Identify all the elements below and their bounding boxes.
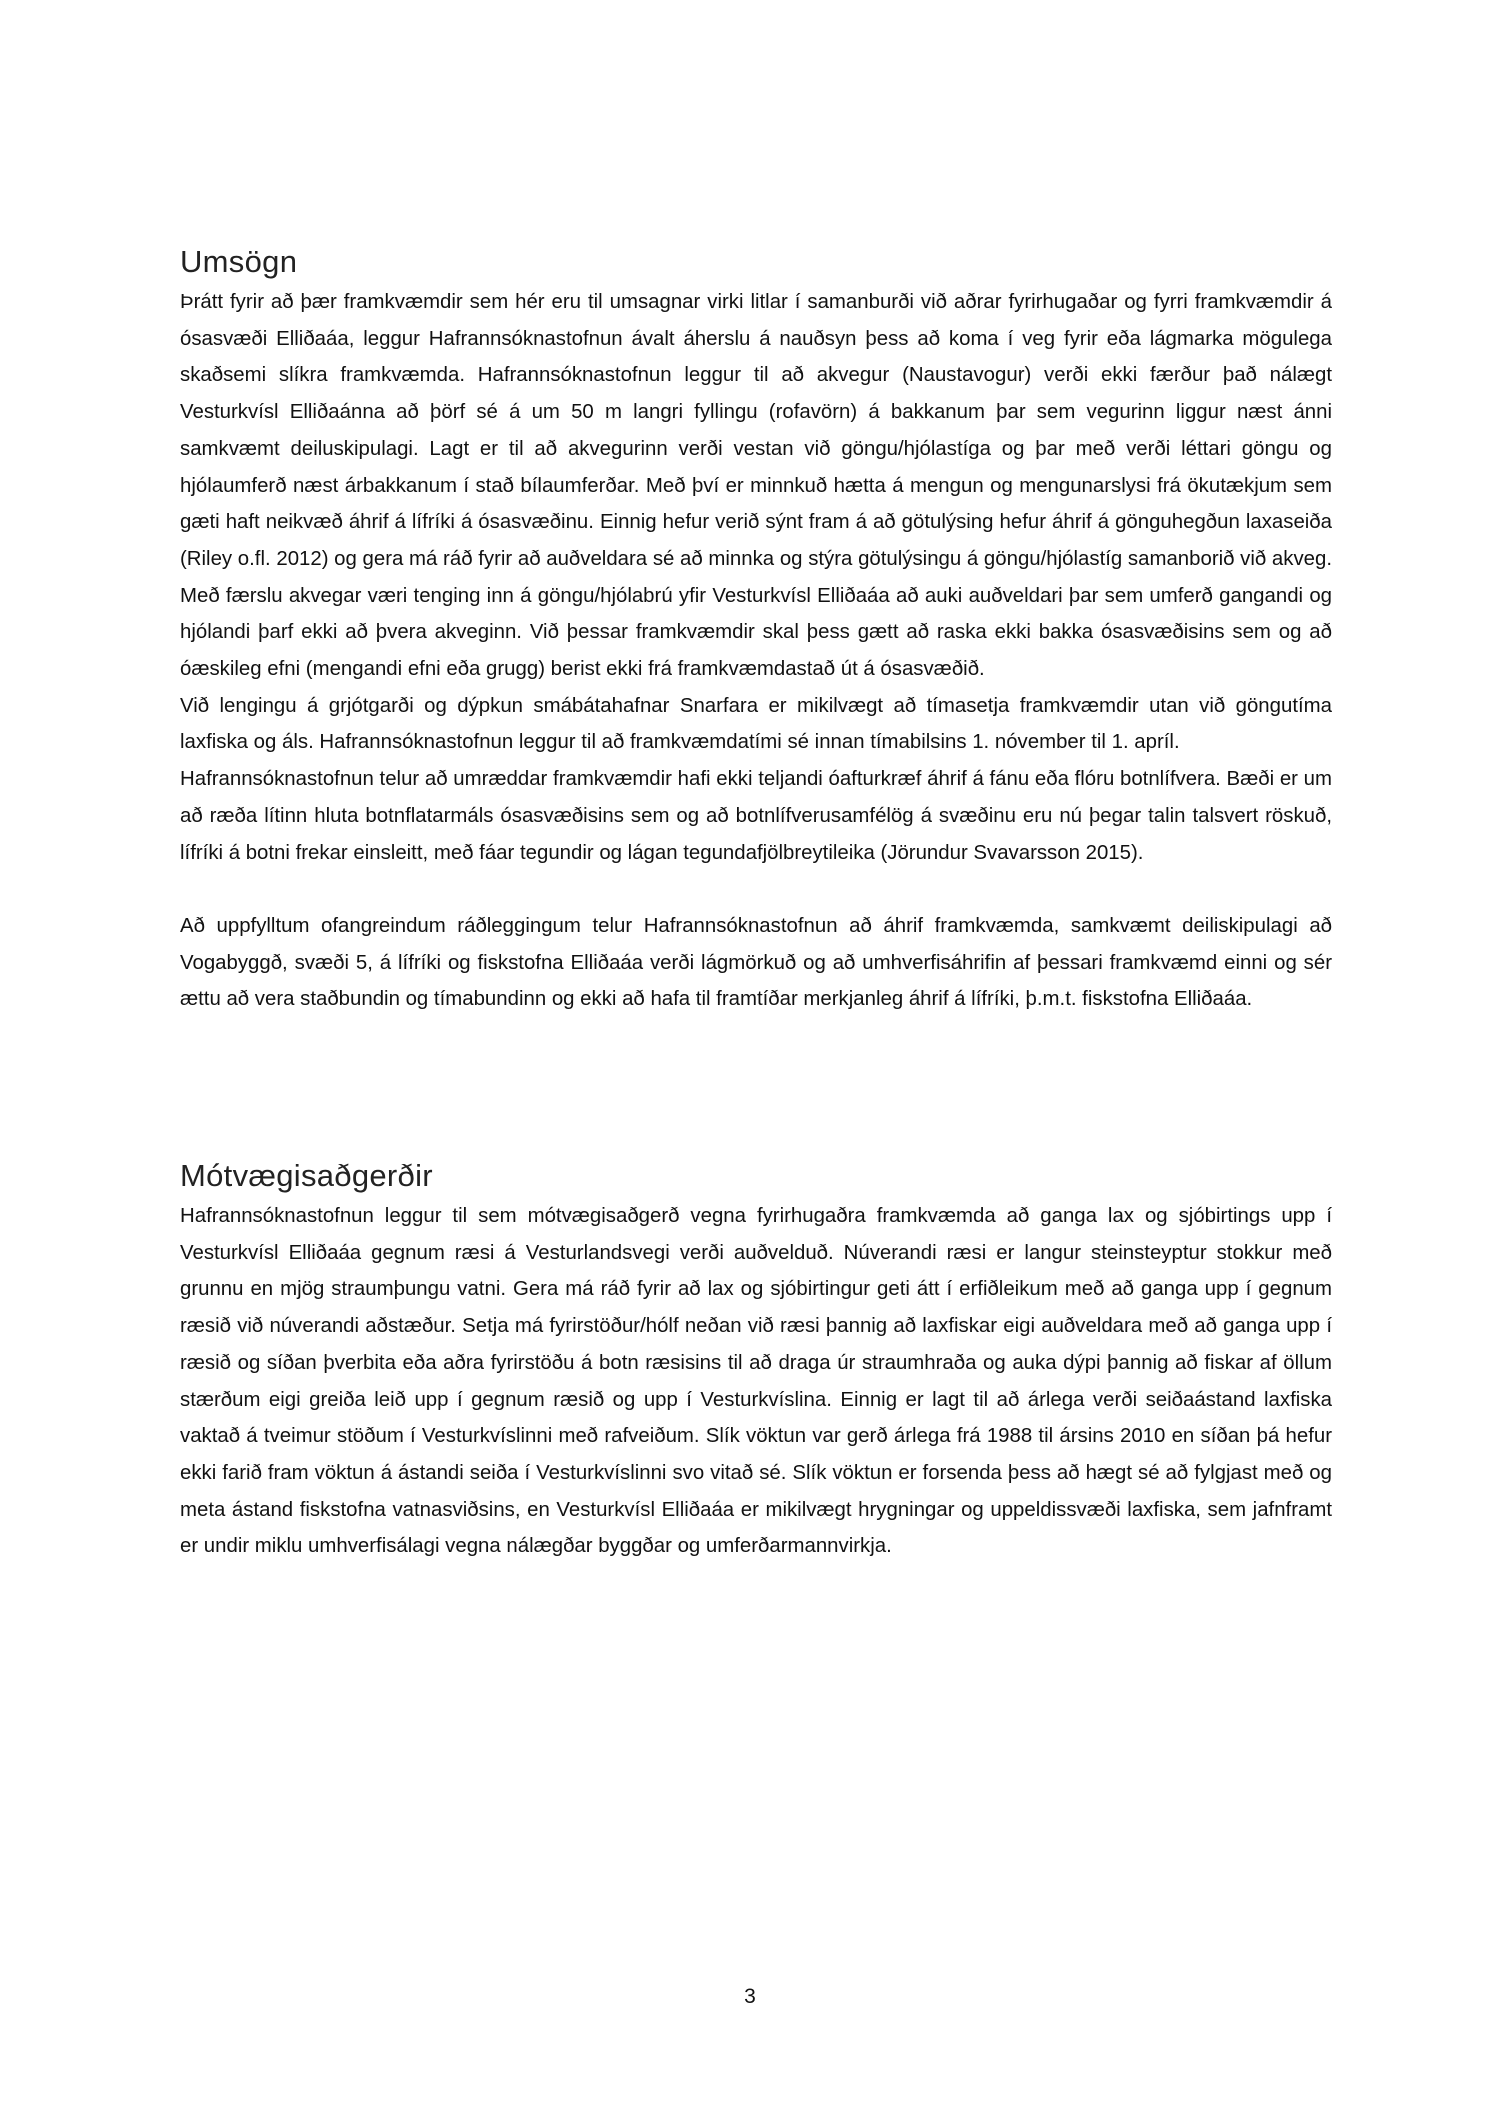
document-body <box>180 244 1332 1565</box>
section-motvaegisadgerdir <box>180 1158 1332 1565</box>
section-heading: Mótvægisaðgerðir <box>180 1158 433 1194</box>
paragraph: Að uppfylltum ofangreindum ráðleggingum telur Hafrannsóknastofnun að áhrif framkvæmda, samkvæmt deiliskipulagi að Vogabyggð, svæði 5, á lífríki og fiskstofna Elliðaáa verði lágmörkuð og að umhverfisáhrifin af þessari framkvæmd einni og sér ættu að vera staðbundin og tímabundinn og ekki að hafa til framtíðar merkjanleg áhrif á lífríki, þ.m.t. fiskstofna Elliðaáa. <box>180 914 1332 1011</box>
paragraph: Hafrannsóknastofnun telur að umræddar framkvæmdir hafi ekki teljandi óafturkræf áhrif á fánu eða flóru botnlífvera. Bæði er um að ræða lítinn hluta botnflatarmáls ósasvæðisins sem og að botnlífverusamfélög á svæðinu eru nú þegar talin talsvert röskuð, lífríki á botni frekar einsleitt, með fáar tegundir og lágan tegundafjölbreytileika (Jörundur Svavarsson 2015). <box>180 768 1332 864</box>
section-heading: Umsögn <box>180 244 298 279</box>
paragraph: Þrátt fyrir að þær framkvæmdir sem hér eru til umsagnar virki litlar í samanburði við aðrar fyrirhugaðar og fyrri framkvæmdir á ósasvæði Elliðaáa, leggur Hafrannsóknastofnun ávalt áherslu á nauðsyn þess að koma í veg fyrir eða lágmarka mögulega skaðsemi slíkra framkvæmda. Hafrannsóknastofnun leggur til að akvegur (Naustavogur) verði ekki færður það nálægt Vesturkvísl Elliðaánna að þörf sé á um 50 m langri fyllingu (rofavörn) á bakkanum þar sem vegurinn liggur næst ánni samkvæmt deiluskipulagi. Lagt er til að akvegurinn verði vestan við göngu/hjólastíga og þar með verði léttari göngu og hjólaumferð næst árbakkanum í stað bílaumferðar. Með því er minnkuð hætta á mengun og mengunarslysi frá ökutækjum sem gæti haft neikvæð áhrif á lífríki á ósasvæðinu. Einnig hefur verið sýnt fram á að götulýsing hefur áhrif á gönguhegðun laxaseiða (Riley o.fl. 2012) og gera má ráð fyrir að auðveldara sé að minnka og stýra götulýsingu á göngu/hjólastíg samanborið við akveg. Með færslu akvegar væri tenging inn á göngu/hjólabrú yfir Vesturkvísl Elliðaáa að auki auðveldari þar sem umferð gangandi og hjólandi þarf ekki að þvera akveginn. Við þessar framkvæmdir skal þess gætt að raska ekki bakka ósasvæðisins sem og að óæskileg efni (mengandi efni eða grugg) berist ekki frá framkvæmdastað út á ósasvæðið. <box>180 291 1332 681</box>
page-number: 3 <box>744 1985 756 2008</box>
section-umsogn <box>180 244 1332 1018</box>
paragraph: Hafrannsóknastofnun leggur til sem mótvægisaðgerð vegna fyrirhugaðra framkvæmda að ganga lax og sjóbirtings upp í Vesturkvísl Elliðaáa gegnum ræsi á Vesturlandsvegi verði auðvelduð. Núverandi ræsi er langur steinsteyptur stokkur með grunnu en mjög straumþungu vatni. Gera má ráð fyrir að lax og sjóbirtingur geti átt í erfiðleikum með að ganga upp í gegnum ræsið við núverandi aðstæður. Setja má fyrirstöður/hólf neðan við ræsi þannig að laxfiskar eigi auðveldara með að ganga upp í ræsið og síðan þverbita eða aðra fyrirstöðu á botn ræsisins til að draga úr straumhraða og auka dýpi þannig að fiskar af öllum stærðum eigi greiða leið upp í gegnum ræsið og upp í Vesturkvíslina. Einnig er lagt til að árlega verði seiðaástand laxfiska vaktað á tveimur stöðum í Vesturkvíslinni með rafveiðum. Slík vöktun var gerð árlega frá 1988 til ársins 2010 en síðan þá hefur ekki farið fram vöktun á ástandi seiða í Vesturkvíslinni svo vitað sé. Slík vöktun er forsenda þess að hægt sé að fylgjast með og meta ástand fiskstofna vatnasviðsins, en Vesturkvísl Elliðaáa er mikilvægt hrygningar og uppeldissvæði laxfiska, sem jafnframt er undir miklu umhverfisálagi vegna nálægðar byggðar og umferðarmannvirkja. <box>180 1205 1332 1558</box>
paragraph: Við lengingu á grjótgarði og dýpkun smábátahafnar Snarfara er mikilvægt að tímasetja framkvæmdir utan við göngutíma laxfiska og áls. Hafrannsóknastofnun leggur til að framkvæmdatími sé innan tímabilsins 1. nóvember til 1. apríl. <box>180 694 1332 754</box>
